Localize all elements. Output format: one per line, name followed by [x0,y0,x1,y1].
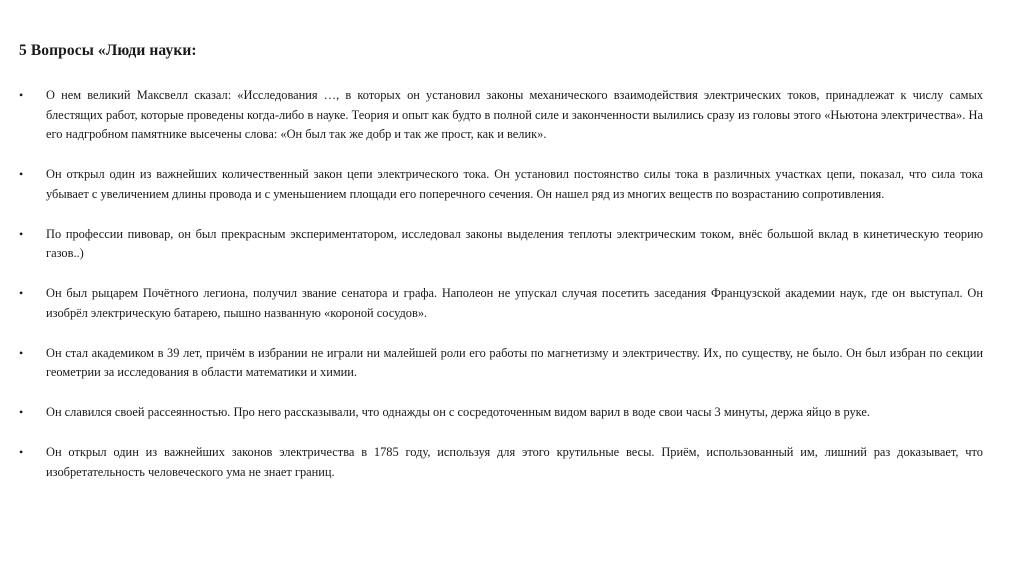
question-text: Он стал академиком в 39 лет, причём в избрании не играли ни малейшей роли его работы по магнетизму и электричеству. Их, по существу, не было. Он был избран по секции геометрии за исследования в области математики и химии. [46,345,983,379]
list-item [19,225,983,264]
bullet-icon: • [19,405,24,419]
slide-title: 5 Вопросы «Люди науки: [19,42,197,59]
bullet-icon: • [19,345,24,360]
list-item [19,165,983,204]
question-list [19,86,983,503]
list-item [19,86,983,145]
question-text: Он открыл один из важнейших законов электричества в 1785 году, используя для этого крутильные весы. Приём, использованный им, лишний раз доказывает, что изобретательность человеческого ума не знает границ. [46,445,983,479]
bullet-icon: • [19,226,24,241]
list-item [19,284,983,323]
bullet-icon: • [19,445,24,459]
question-text: Он открыл один из важнейших количественный закон цепи электрического тока. Он установил постоянство силы тока в различных участках цепи, показал, что сила тока убывает с увеличением длины провода и с уменьшением площади его поперечного сечения. Он нашел ряд из многих веществ по возрастанию сопротивления. [46,167,983,201]
list-item [19,443,983,482]
question-text: Он был рыцарем Почётного легиона, получил звание сенатора и графа. Наполеон не упускал случая посетить заседания Французской академии наук, где он выступал. Он изобрёл электрическую батарею, пышно названную «короной сосудов». [46,286,983,320]
question-text: О нем великий Максвелл сказал: «Исследования …, в которых он установил законы механического взаимодействия электрических токов, принадлежат к числу самых блестящих работ, которые проведены когда-либо в науке. Теория и опыт как будто в полной силе и законченности вылились сразу из головы этого «Ньютона электричества». На его надгробном памятнике высечены слова: «Он был так же добр и так же прост, как и велик». [46,88,983,141]
bullet-icon: • [19,286,24,300]
list-item [19,403,983,423]
list-item [19,344,983,383]
bullet-icon: • [19,167,24,181]
bullet-icon: • [19,88,24,102]
question-text: По профессии пивовар, он был прекрасным экспериментатором, исследовал законы выделения теплоты электрическим током, внёс большой вклад в кинетическую теорию газов..) [46,226,983,260]
question-text: Он славился своей рассеянностью. Про него рассказывали, что однажды он с сосредоточенным видом варил в воде свои часы 3 минуты, держа яйцо в руке. [46,405,870,419]
